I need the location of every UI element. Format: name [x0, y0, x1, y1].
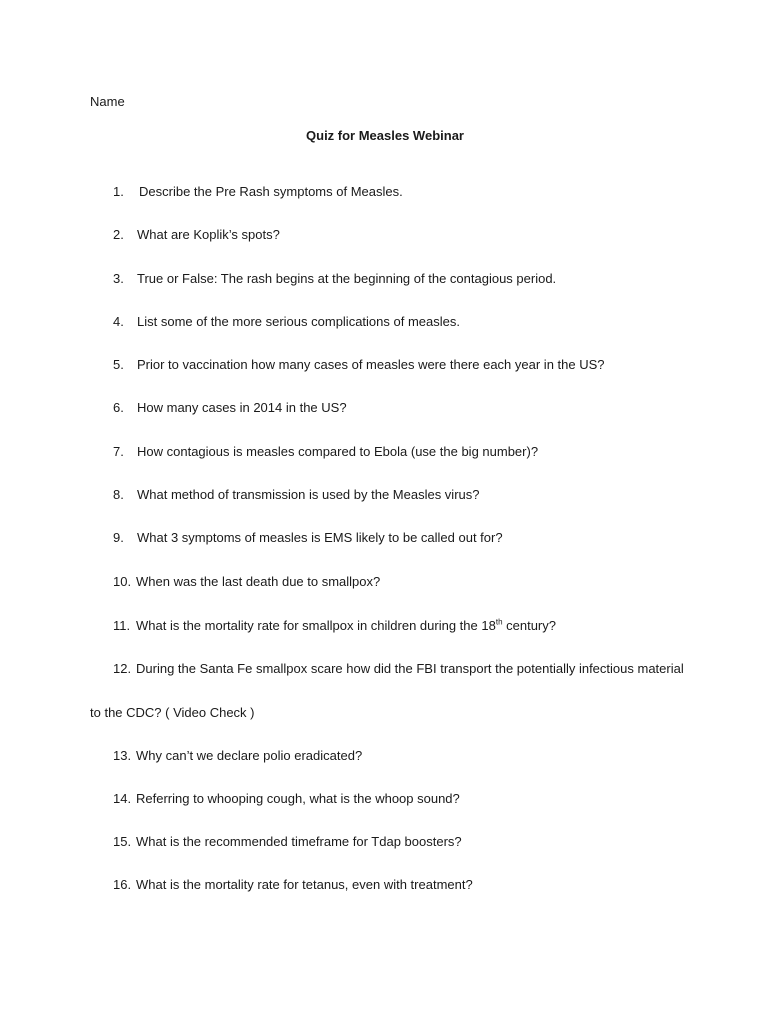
question-8: [113, 487, 479, 502]
question-4: [113, 314, 460, 329]
question-11: [113, 618, 556, 633]
question-number: 4.: [113, 314, 124, 329]
question-text: Describe the Pre Rash symptoms of Measles.: [139, 184, 403, 199]
question-text: Prior to vaccination how many cases of measles were there each year in the US?: [137, 357, 605, 372]
question-9: [113, 530, 503, 545]
question-15: [113, 834, 462, 849]
question-text: What method of transmission is used by the Measles virus?: [137, 487, 480, 502]
question-10: [113, 574, 380, 589]
question-text: During the Santa Fe smallpox scare how did the FBI transport the potentially infectious material: [136, 661, 684, 676]
question-number: 5.: [113, 357, 124, 372]
question-12: [113, 661, 684, 676]
question-number: 6.: [113, 400, 124, 415]
question-number: 12.: [113, 661, 132, 676]
question-12-continuation: to the CDC? ( Video Check ): [90, 705, 255, 720]
question-number: 3.: [113, 271, 124, 286]
question-number: 7.: [113, 444, 124, 459]
question-number: 11.: [113, 618, 131, 633]
question-text: What are Koplik’s spots?: [137, 227, 280, 242]
question-text-before: What is the mortality rate for smallpox in children during the 18: [136, 618, 496, 633]
question-13: [113, 748, 362, 763]
question-number: 1.: [113, 184, 124, 199]
question-3: [113, 271, 556, 286]
question-text-after: century?: [502, 618, 556, 633]
question-text: [136, 618, 556, 633]
question-number: 14.: [113, 791, 132, 806]
question-14: [113, 791, 460, 806]
question-text: What 3 symptoms of measles is EMS likely to be called out for?: [137, 530, 503, 545]
question-1: [113, 184, 403, 199]
question-text: How many cases in 2014 in the US?: [137, 400, 347, 415]
question-2: [113, 227, 280, 242]
question-number: 2.: [113, 227, 124, 242]
name-label: Name: [90, 94, 125, 109]
question-text: True or False: The rash begins at the beginning of the contagious period.: [137, 271, 557, 286]
question-6: [113, 400, 347, 415]
question-number: 8.: [113, 487, 124, 502]
question-number: 15.: [113, 834, 132, 849]
question-text: When was the last death due to smallpox?: [136, 574, 381, 589]
question-number: 10.: [113, 574, 132, 589]
question-number: 13.: [113, 748, 132, 763]
question-text: List some of the more serious complications of measles.: [137, 314, 460, 329]
page-title: [0, 128, 770, 143]
question-5: [113, 357, 605, 372]
question-number: 16.: [113, 877, 132, 892]
question-text: What is the mortality rate for tetanus, even with treatment?: [136, 877, 473, 892]
question-number: 9.: [113, 530, 124, 545]
question-text: Why can’t we declare polio eradicated?: [136, 748, 363, 763]
question-text: Referring to whooping cough, what is the whoop sound?: [136, 791, 460, 806]
question-7: [113, 444, 538, 459]
question-text: How contagious is measles compared to Ebola (use the big number)?: [137, 444, 539, 459]
question-16: [113, 877, 473, 892]
page-title-text: Quiz for Measles Webinar: [306, 128, 464, 143]
ordinal-superscript: th: [495, 617, 503, 627]
question-text: What is the recommended timeframe for Tdap boosters?: [136, 834, 462, 849]
